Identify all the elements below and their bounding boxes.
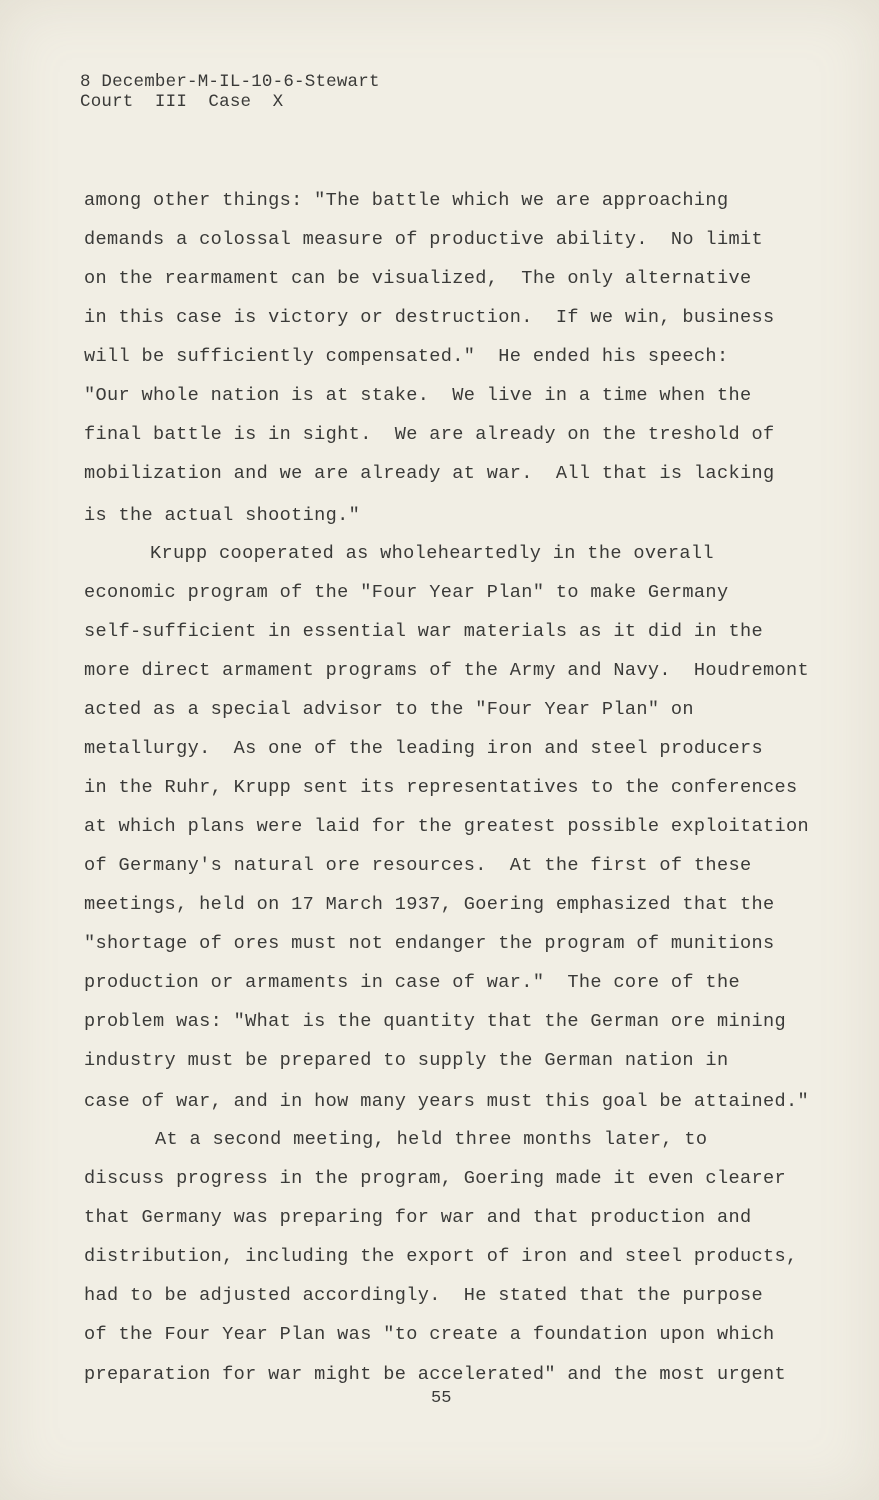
- text-line: At a second meeting, held three months later, to: [155, 1129, 708, 1150]
- text-line: demands a colossal measure of productive ability. No limit: [84, 229, 763, 250]
- header-reference: 8 December-M-IL-10-6-Stewart: [80, 72, 380, 92]
- text-line: among other things: "The battle which we are approaching: [84, 190, 729, 211]
- header-court-case: Court III Case X: [80, 92, 284, 112]
- text-line: economic program of the "Four Year Plan" to make Germany: [84, 582, 729, 603]
- text-line: "Our whole nation is at stake. We live in a time when the: [84, 385, 752, 406]
- text-line: of the Four Year Plan was "to create a foundation upon which: [84, 1324, 775, 1345]
- text-line: mobilization and we are already at war. All that is lacking: [84, 463, 775, 484]
- text-line: of Germany's natural ore resources. At the first of these: [84, 855, 752, 876]
- text-line: problem was: "What is the quantity that the German ore mining: [84, 1011, 786, 1032]
- text-line: preparation for war might be accelerated" and the most urgent: [84, 1364, 786, 1385]
- text-line: production or armaments in case of war." The core of the: [84, 972, 740, 993]
- text-line: metallurgy. As one of the leading iron and steel producers: [84, 738, 763, 759]
- text-line: distribution, including the export of iron and steel products,: [84, 1246, 798, 1267]
- text-line: Krupp cooperated as wholeheartedly in the overall: [150, 543, 714, 564]
- text-line: more direct armament programs of the Army and Navy. Houdremont: [84, 660, 810, 681]
- document-header: [80, 72, 380, 112]
- text-line: industry must be prepared to supply the German nation in: [84, 1050, 729, 1071]
- text-line: is the actual shooting.": [84, 505, 361, 526]
- text-line: will be sufficiently compensated." He ended his speech:: [84, 346, 729, 367]
- text-line: self-sufficient in essential war materials as it did in the: [84, 621, 763, 642]
- text-line: in this case is victory or destruction. If we win, business: [84, 307, 775, 328]
- text-line: meetings, held on 17 March 1937, Goering emphasized that the: [84, 894, 775, 915]
- text-line: that Germany was preparing for war and that production and: [84, 1207, 752, 1228]
- text-line: case of war, and in how many years must this goal be attained.": [84, 1091, 810, 1112]
- text-line: had to be adjusted accordingly. He stated that the purpose: [84, 1285, 763, 1306]
- text-line: "shortage of ores must not endanger the program of munitions: [84, 933, 775, 954]
- text-line: final battle is in sight. We are already on the treshold of: [84, 424, 775, 445]
- text-line: at which plans were laid for the greatest possible exploitation: [84, 816, 810, 837]
- text-line: in the Ruhr, Krupp sent its representatives to the conferences: [84, 777, 798, 798]
- page-number: 55: [431, 1389, 452, 1408]
- text-line: acted as a special advisor to the "Four Year Plan" on: [84, 699, 694, 720]
- text-line: discuss progress in the program, Goering made it even clearer: [84, 1168, 786, 1189]
- text-line: on the rearmament can be visualized, The only alternative: [84, 268, 752, 289]
